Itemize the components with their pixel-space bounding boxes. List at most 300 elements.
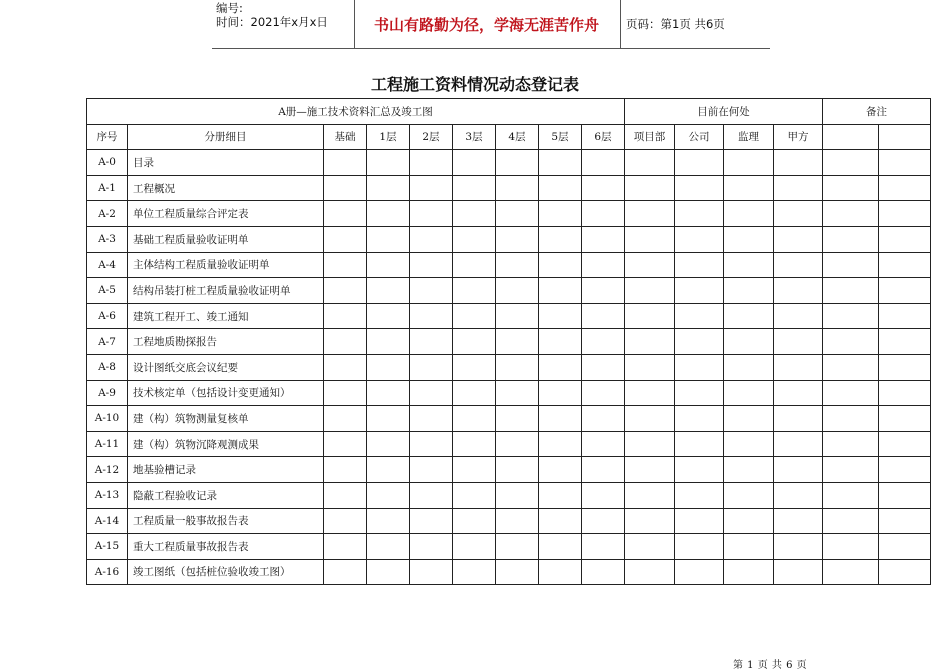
row-number: A-9 [87,380,128,406]
entry-cell[interactable] [724,252,774,278]
entry-cell[interactable] [675,175,724,201]
entry-cell[interactable] [582,150,625,176]
entry-cell[interactable] [367,175,410,201]
entry-cell[interactable] [625,329,675,355]
entry-cell[interactable] [823,329,879,355]
table-row [87,303,931,329]
entry-cell[interactable] [823,508,879,534]
entry-cell[interactable] [879,380,931,406]
entry-cell[interactable] [879,175,931,201]
row-item: 重大工程质量事故报告表 [128,534,324,560]
entry-cell[interactable] [453,406,496,432]
entry-cell[interactable] [367,534,410,560]
entry-cell[interactable] [453,354,496,380]
entry-cell[interactable] [582,534,625,560]
entry-cell[interactable] [724,431,774,457]
entry-cell[interactable] [774,508,823,534]
entry-cell[interactable] [367,201,410,227]
row-item: 单位工程质量综合评定表 [128,201,324,227]
document-date: 时间：2021年x月x日 [216,15,328,29]
entry-cell[interactable] [496,508,539,534]
entry-cell[interactable] [675,354,724,380]
entry-cell[interactable] [324,201,367,227]
entry-cell[interactable] [774,226,823,252]
entry-cell[interactable] [582,406,625,432]
entry-cell[interactable] [367,482,410,508]
entry-cell[interactable] [367,457,410,483]
group-header-row [87,99,931,125]
entry-cell[interactable] [410,559,453,585]
entry-cell[interactable] [410,354,453,380]
entry-cell[interactable] [453,252,496,278]
table-row [87,534,931,560]
row-item: 主体结构工程质量验收证明单 [128,252,324,278]
entry-cell[interactable] [724,175,774,201]
entry-cell[interactable] [879,431,931,457]
entry-cell[interactable] [774,252,823,278]
row-item: 隐蔽工程验收记录 [128,482,324,508]
entry-cell[interactable] [496,252,539,278]
document-title: 工程施工资料情况动态登记表 [370,75,579,94]
row-item: 工程地质勘探报告 [128,329,324,355]
entry-cell[interactable] [410,482,453,508]
entry-cell[interactable] [675,534,724,560]
row-number: A-14 [87,508,128,534]
entry-cell[interactable] [582,201,625,227]
table-row [87,175,931,201]
entry-cell[interactable] [410,329,453,355]
entry-cell[interactable] [823,252,879,278]
entry-cell[interactable] [724,534,774,560]
entry-cell[interactable] [367,354,410,380]
entry-cell[interactable] [823,380,879,406]
entry-cell[interactable] [675,150,724,176]
entry-cell[interactable] [823,303,879,329]
entry-cell[interactable] [823,175,879,201]
entry-cell[interactable] [774,457,823,483]
entry-cell[interactable] [453,482,496,508]
remarks-header: 备注 [823,99,931,125]
column-header-row [87,124,931,150]
entry-cell[interactable] [823,431,879,457]
row-item: 建筑工程开工、竣工通知 [128,303,324,329]
column-header-floor: 3层 [453,124,496,150]
entry-cell[interactable] [324,175,367,201]
entry-cell[interactable] [879,354,931,380]
entry-cell[interactable] [496,482,539,508]
table-row [87,329,931,355]
entry-cell[interactable] [453,534,496,560]
entry-cell[interactable] [724,482,774,508]
entry-cell[interactable] [410,406,453,432]
row-number: A-16 [87,559,128,585]
entry-cell[interactable] [496,201,539,227]
entry-cell[interactable] [675,457,724,483]
entry-cell[interactable] [774,303,823,329]
row-number: A-12 [87,457,128,483]
entry-cell[interactable] [367,329,410,355]
entry-cell[interactable] [410,175,453,201]
entry-cell[interactable] [724,354,774,380]
entry-cell[interactable] [367,303,410,329]
entry-cell[interactable] [539,482,582,508]
entry-cell[interactable] [453,457,496,483]
entry-cell[interactable] [539,303,582,329]
entry-cell[interactable] [582,508,625,534]
entry-cell[interactable] [823,226,879,252]
entry-cell[interactable] [410,303,453,329]
document-code-label: 编号: [216,1,243,15]
entry-cell[interactable] [823,534,879,560]
entry-cell[interactable] [453,303,496,329]
entry-cell[interactable] [582,252,625,278]
entry-cell[interactable] [625,175,675,201]
row-item: 竣工图纸（包括桩位验收竣工图） [128,559,324,585]
column-header-floor: 1层 [367,124,410,150]
row-number: A-4 [87,252,128,278]
row-item: 设计图纸交底会议纪要 [128,354,324,380]
entry-cell[interactable] [879,303,931,329]
row-number: A-5 [87,278,128,304]
header-divider [620,0,621,48]
entry-cell[interactable] [324,380,367,406]
entry-cell[interactable] [879,150,931,176]
entry-cell[interactable] [774,482,823,508]
table-row [87,431,931,457]
row-item: 工程质量一般事故报告表 [128,508,324,534]
entry-cell[interactable] [324,457,367,483]
entry-cell[interactable] [823,201,879,227]
entry-cell[interactable] [453,175,496,201]
entry-cell[interactable] [879,508,931,534]
column-header-no: 序号 [87,124,128,150]
entry-cell[interactable] [496,150,539,176]
row-number: A-11 [87,431,128,457]
entry-cell[interactable] [453,329,496,355]
entry-cell[interactable] [410,508,453,534]
entry-cell[interactable] [774,278,823,304]
entry-cell[interactable] [496,457,539,483]
entry-cell[interactable] [582,380,625,406]
entry-cell[interactable] [724,303,774,329]
column-header-floor: 2层 [410,124,453,150]
entry-cell[interactable] [367,278,410,304]
column-header-floor: 6层 [582,124,625,150]
entry-cell[interactable] [774,201,823,227]
entry-cell[interactable] [539,406,582,432]
entry-cell[interactable] [367,252,410,278]
entry-cell[interactable] [496,226,539,252]
column-header-floor: 4层 [496,124,539,150]
row-item: 结构吊装打桩工程质量验收证明单 [128,278,324,304]
entry-cell[interactable] [625,406,675,432]
entry-cell[interactable] [539,226,582,252]
entry-cell[interactable] [324,508,367,534]
column-header-item: 分册细目 [128,124,324,150]
entry-cell[interactable] [724,406,774,432]
entry-cell[interactable] [410,201,453,227]
table-row [87,380,931,406]
entry-cell[interactable] [724,559,774,585]
entry-cell[interactable] [879,278,931,304]
entry-cell[interactable] [625,380,675,406]
entry-cell[interactable] [410,457,453,483]
entry-cell[interactable] [496,534,539,560]
entry-cell[interactable] [582,457,625,483]
entry-cell[interactable] [823,406,879,432]
entry-cell[interactable] [625,482,675,508]
header-meta [216,2,352,48]
table-row [87,278,931,304]
location-header: 目前在何处 [625,99,823,125]
entry-cell[interactable] [539,534,582,560]
entry-cell[interactable] [324,431,367,457]
entry-cell[interactable] [496,175,539,201]
entry-cell[interactable] [367,150,410,176]
entry-cell[interactable] [774,406,823,432]
entry-cell[interactable] [625,559,675,585]
column-header-location: 公司 [675,124,724,150]
entry-cell[interactable] [410,380,453,406]
entry-cell[interactable] [879,406,931,432]
entry-cell[interactable] [496,406,539,432]
row-number: A-1 [87,175,128,201]
entry-cell[interactable] [539,354,582,380]
table-row [87,508,931,534]
entry-cell[interactable] [539,431,582,457]
entry-cell[interactable] [367,406,410,432]
entry-cell[interactable] [823,354,879,380]
entry-cell[interactable] [410,534,453,560]
entry-cell[interactable] [774,380,823,406]
entry-cell[interactable] [453,431,496,457]
entry-cell[interactable] [539,175,582,201]
entry-cell[interactable] [496,303,539,329]
entry-cell[interactable] [324,559,367,585]
entry-cell[interactable] [324,303,367,329]
entry-cell[interactable] [675,303,724,329]
column-header-floor: 5层 [539,124,582,150]
entry-cell[interactable] [625,303,675,329]
entry-cell[interactable] [324,252,367,278]
entry-cell[interactable] [453,201,496,227]
entry-cell[interactable] [675,431,724,457]
entry-cell[interactable] [324,354,367,380]
entry-cell[interactable] [324,406,367,432]
entry-cell[interactable] [879,482,931,508]
page-footer: 第 1 页 共 6 页 [733,660,808,671]
entry-cell[interactable] [324,226,367,252]
entry-cell[interactable] [724,508,774,534]
header-page-info: 页码：第1页 共6页 [626,17,725,31]
entry-cell[interactable] [453,559,496,585]
table-row [87,559,931,585]
table-row [87,252,931,278]
entry-cell[interactable] [823,150,879,176]
table-row [87,226,931,252]
entry-cell[interactable] [582,175,625,201]
row-item: 技术核定单（包括设计变更通知） [128,380,324,406]
entry-cell[interactable] [823,482,879,508]
page-header [212,0,770,49]
entry-cell[interactable] [724,150,774,176]
entry-cell[interactable] [724,457,774,483]
entry-cell[interactable] [724,380,774,406]
entry-cell[interactable] [539,150,582,176]
entry-cell[interactable] [625,457,675,483]
row-item: 基础工程质量验收证明单 [128,226,324,252]
row-number: A-2 [87,201,128,227]
entry-cell[interactable] [774,150,823,176]
entry-cell[interactable] [582,226,625,252]
entry-cell[interactable] [453,278,496,304]
table-row [87,457,931,483]
entry-cell[interactable] [582,303,625,329]
entry-cell[interactable] [367,508,410,534]
entry-cell[interactable] [675,406,724,432]
row-number: A-8 [87,354,128,380]
entry-cell[interactable] [675,508,724,534]
entry-cell[interactable] [453,380,496,406]
entry-cell[interactable] [582,431,625,457]
entry-cell[interactable] [410,278,453,304]
entry-cell[interactable] [496,354,539,380]
entry-cell[interactable] [625,534,675,560]
entry-cell[interactable] [539,508,582,534]
entry-cell[interactable] [539,559,582,585]
table-row [87,354,931,380]
entry-cell[interactable] [675,559,724,585]
entry-cell[interactable] [582,559,625,585]
entry-cell[interactable] [774,559,823,585]
entry-cell[interactable] [496,278,539,304]
table-row [87,201,931,227]
entry-cell[interactable] [539,380,582,406]
entry-cell[interactable] [823,457,879,483]
entry-cell[interactable] [675,252,724,278]
entry-cell[interactable] [539,278,582,304]
entry-cell[interactable] [324,329,367,355]
entry-cell[interactable] [879,226,931,252]
volume-header: A册—施工技术资料汇总及竣工图 [87,99,625,125]
entry-cell[interactable] [324,150,367,176]
entry-cell[interactable] [410,431,453,457]
table-row [87,150,931,176]
entry-cell[interactable] [367,226,410,252]
row-number: A-3 [87,226,128,252]
remarks-cell [823,124,879,150]
entry-cell[interactable] [453,508,496,534]
entry-cell[interactable] [582,278,625,304]
entry-cell[interactable] [539,457,582,483]
entry-cell[interactable] [367,380,410,406]
entry-cell[interactable] [724,201,774,227]
entry-cell[interactable] [625,354,675,380]
row-item: 建（构）筑物沉降观测成果 [128,431,324,457]
entry-cell[interactable] [724,278,774,304]
row-number: A-13 [87,482,128,508]
table-row [87,406,931,432]
entry-cell[interactable] [675,226,724,252]
entry-cell[interactable] [879,201,931,227]
entry-cell[interactable] [879,534,931,560]
entry-cell[interactable] [625,252,675,278]
entry-cell[interactable] [410,150,453,176]
entry-cell[interactable] [675,278,724,304]
entry-cell[interactable] [879,252,931,278]
entry-cell[interactable] [582,329,625,355]
row-number: A-15 [87,534,128,560]
row-number: A-6 [87,303,128,329]
entry-cell[interactable] [675,380,724,406]
column-header-location: 甲方 [774,124,823,150]
entry-cell[interactable] [453,150,496,176]
entry-cell[interactable] [774,534,823,560]
entry-cell[interactable] [625,226,675,252]
entry-cell[interactable] [625,431,675,457]
entry-cell[interactable] [823,278,879,304]
entry-cell[interactable] [582,354,625,380]
entry-cell[interactable] [496,559,539,585]
table-row [87,482,931,508]
entry-cell[interactable] [625,508,675,534]
row-item: 工程概况 [128,175,324,201]
entry-cell[interactable] [823,559,879,585]
entry-cell[interactable] [879,457,931,483]
entry-cell[interactable] [625,201,675,227]
entry-cell[interactable] [324,534,367,560]
entry-cell[interactable] [539,252,582,278]
entry-cell[interactable] [879,559,931,585]
entry-cell[interactable] [496,380,539,406]
entry-cell[interactable] [774,354,823,380]
entry-cell[interactable] [625,278,675,304]
entry-cell[interactable] [774,329,823,355]
entry-cell[interactable] [324,278,367,304]
row-item: 建（构）筑物测量复核单 [128,406,324,432]
entry-cell[interactable] [367,431,410,457]
entry-cell[interactable] [410,252,453,278]
entry-cell[interactable] [367,559,410,585]
entry-cell[interactable] [410,226,453,252]
registration-table [86,98,931,585]
column-header-floor: 基础 [324,124,367,150]
entry-cell[interactable] [625,150,675,176]
row-item: 地基验槽记录 [128,457,324,483]
row-number: A-7 [87,329,128,355]
remarks-cell [879,124,931,150]
entry-cell[interactable] [879,329,931,355]
column-header-location: 监理 [724,124,774,150]
entry-cell[interactable] [324,482,367,508]
entry-cell[interactable] [675,329,724,355]
entry-cell[interactable] [675,201,724,227]
column-header-location: 项目部 [625,124,675,150]
row-item: 目录 [128,150,324,176]
entry-cell[interactable] [724,329,774,355]
entry-cell[interactable] [675,482,724,508]
row-number: A-0 [87,150,128,176]
entry-cell[interactable] [453,226,496,252]
entry-cell[interactable] [539,329,582,355]
entry-cell[interactable] [774,175,823,201]
entry-cell[interactable] [774,431,823,457]
entry-cell[interactable] [582,482,625,508]
entry-cell[interactable] [496,431,539,457]
entry-cell[interactable] [539,201,582,227]
entry-cell[interactable] [496,329,539,355]
entry-cell[interactable] [724,226,774,252]
